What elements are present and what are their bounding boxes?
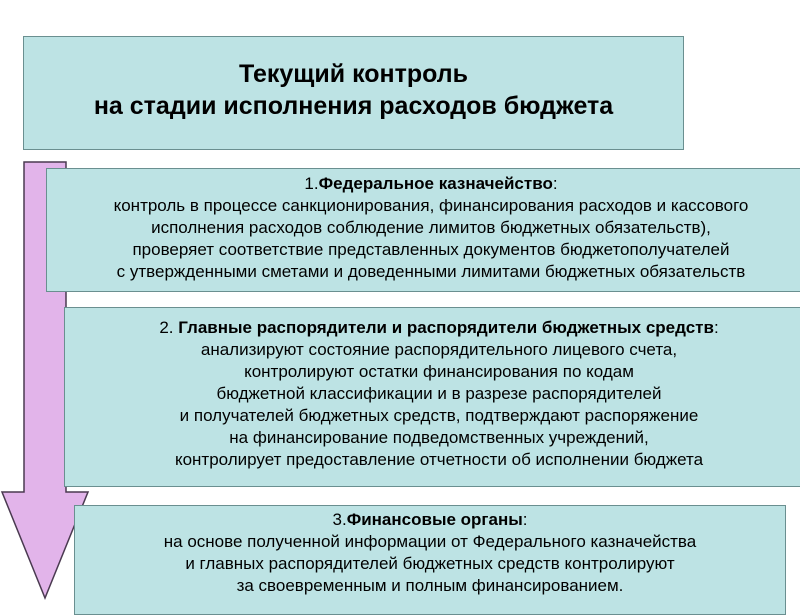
section-heading: 3.Финансовые органы:: [332, 510, 528, 529]
title-line-2: на стадии исполнения расходов бюджета: [93, 92, 614, 120]
title-line-1: Текущий контроль: [238, 60, 469, 88]
section-line: за своевременным и полным финансированием.: [236, 576, 624, 595]
section-line: исполнения расходов соблюдение лимитов бюджетных обязательств),: [151, 218, 711, 237]
section-financial-bodies: [74, 505, 786, 615]
section-federal-treasury: [46, 168, 800, 292]
section-line: контроль в процессе санкционирования, финансирования расходов и кассового: [113, 196, 749, 215]
section-line: проверяет соответствие представленных документов бюджетополучателей: [132, 240, 730, 259]
section-line: контролируют остатки финансирования по кодам: [244, 362, 634, 381]
section-line: бюджетной классификации и в разрезе распорядителей: [216, 384, 662, 403]
section-line: контролирует предоставление отчетности об исполнении бюджета: [174, 450, 704, 469]
section-heading: 1.Федеральное казначейство:: [304, 174, 558, 193]
section-line: и получателей бюджетных средств, подтверждают распоряжение: [179, 406, 699, 425]
title-box: [23, 36, 684, 150]
section-line: на финансирование подведомственных учреждений,: [229, 428, 649, 447]
section-line: на основе полученной информации от Федерального казначейства: [163, 532, 697, 551]
section-line: анализируют состояние распорядительного лицевого счета,: [200, 340, 678, 359]
section-line: с утвержденными сметами и доведенными лимитами бюджетных обязательств: [116, 262, 746, 281]
section-line: и главных распорядителей бюджетных средств контролируют: [185, 554, 675, 573]
section-heading: 2. Главные распорядители и распорядители бюджетных средств:: [159, 318, 719, 337]
section-budget-managers: [64, 307, 800, 487]
